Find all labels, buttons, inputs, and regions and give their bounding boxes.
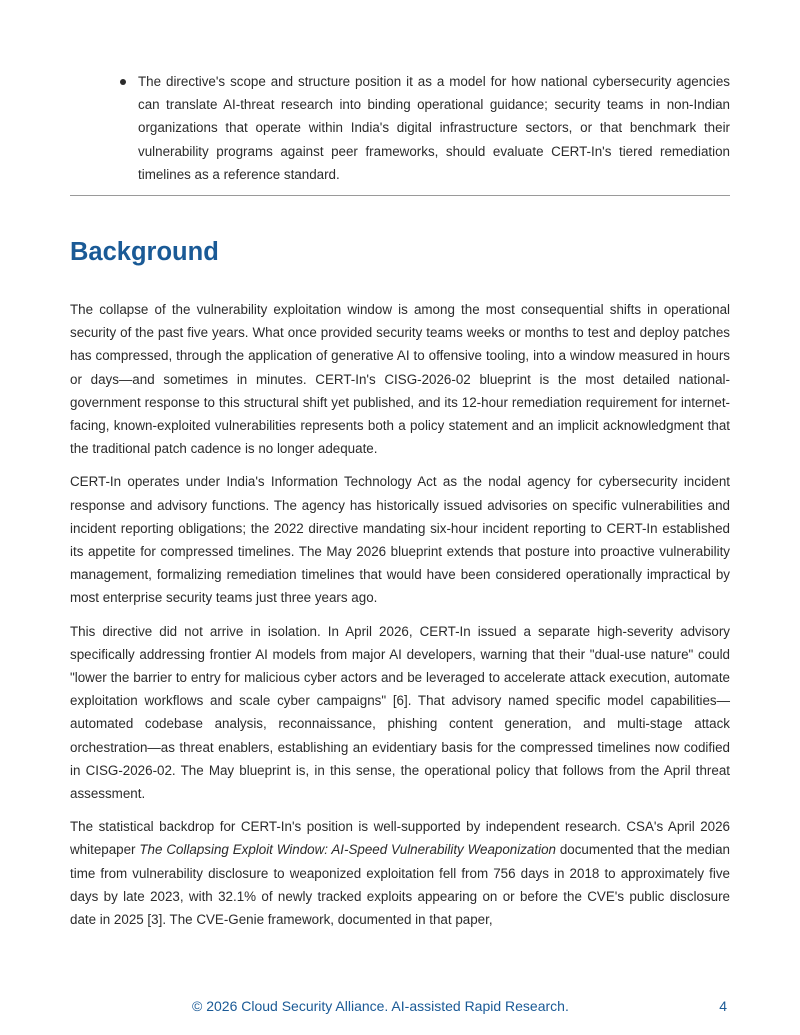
section-heading: Background (70, 238, 219, 266)
paragraph-3: This directive did not arrive in isolation. In April 2026, CERT-In issued a separate high-severity advisory specifically addressing frontier AI models from major AI developers, warning that their "dual-use nature" could "lower the barrier to entry for malicious cyber actors and be leveraged to accelerate attack execution, automate exploitation workflows and scale cyber campaigns" [6]. That advisory named specific model capabilities—automated codebase analysis, reconnaissance, phishing content generation, and multi-stage attack orchestration—as threat enablers, establishing an evidentiary basis for the compressed timelines now codified in CISG-2026-02. The May blueprint is, in this sense, the operational policy that follows from the April threat assessment. (70, 623, 730, 802)
section-divider (70, 195, 730, 196)
paragraph-2: CERT-In operates under India's Information Technology Act as the nodal agency for cybersecurity incident response and advisory functions. The agency has historically issued advisories on specific vulnerabilities and incident reporting obligations; the 2022 directive mandating six-hour incident reporting to CERT-In established its appetite for compressed timelines. The May 2026 blueprint extends that posture into proactive vulnerability management, formalizing remediation timelines that would have been considered operationally impractical by most enterprise security teams just three years ago. (70, 474, 730, 606)
paragraph-4-text-start: The statistical backdrop for CERT-In's position is well-supported by independent research. CSA's April 2026 whitepaper (70, 819, 730, 858)
paragraph-1: The collapse of the vulnerability exploitation window is among the most consequential shifts in operational security of the past five years. What once provided security teams weeks or months to test and deploy patches has compressed, through the application of generative AI to offensive tooling, into a window measured in hours or days—and sometimes in minutes. CERT-In's CISG-2026-02 blueprint is the most detailed national-government response to this structural shift yet published, and its 12-hour remediation requirement for internet-facing, known-exploited vulnerabilities represents both a policy statement and an implicit acknowledgment that the traditional patch cadence is no longer adequate. (70, 302, 730, 457)
list-item (120, 70, 730, 186)
bullet-list (120, 70, 730, 186)
bullet-icon (120, 79, 126, 85)
body-text (70, 298, 730, 941)
whitepaper-title: The Collapsing Exploit Window: AI-Speed Vulnerability Weaponization (139, 842, 556, 858)
bullet-text: The directive's scope and structure position it as a model for how national cybersecurity agencies can translate AI-threat research into binding operational guidance; security teams in non-Indian organizations that operate within India's digital infrastructure sectors, or that benchmark their vulnerability programs against peer frameworks, should evaluate CERT-In's tiered remediation timelines as a reference standard. (138, 74, 730, 182)
paragraph-4 (70, 815, 730, 931)
page-footer (0, 998, 800, 1018)
paragraph-4-text-end: documented that the median time from vulnerability disclosure to weaponized exploitation fell from 756 days in 2018 to approximately five days by late 2023, with 32.1% of newly tracked exploits appearing on or before the CVE's public disclosure date in 2025 [3]. The CVE-Genie framework, documented in that paper, (70, 842, 730, 928)
footer-copyright: © 2026 Cloud Security Alliance. AI-assisted Rapid Research. (192, 998, 569, 1014)
page-number: 4 (719, 998, 727, 1014)
